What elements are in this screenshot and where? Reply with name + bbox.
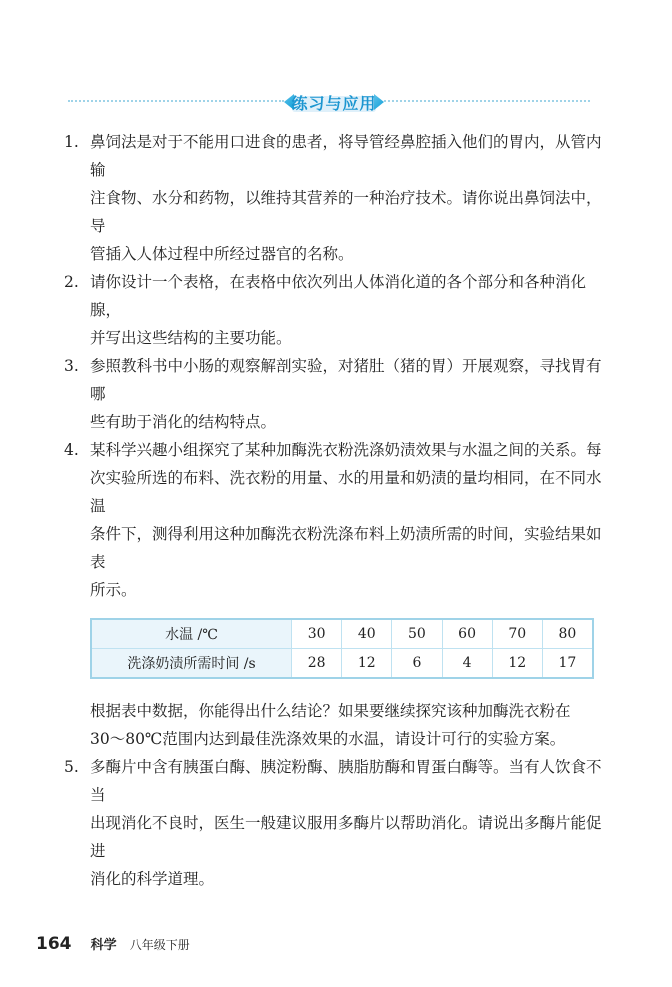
question-number: 3. xyxy=(64,357,79,375)
question-line: 些有助于消化的结构特点。 xyxy=(90,413,277,431)
row-header-temperature: 水温 /℃ xyxy=(91,619,292,649)
table-cell: 70 xyxy=(492,619,542,649)
question-line: 次实验所选的布料、洗衣粉的用量、水的用量和奶渍的量均相同，在不同水温 xyxy=(90,469,602,515)
question-3 xyxy=(64,352,604,436)
section-header xyxy=(0,70,672,113)
question-4 xyxy=(64,436,604,604)
question-line: 消化的科学道理。 xyxy=(90,870,215,888)
question-line: 根据表中数据，你能得出什么结论？如果要继续探究该种加酶洗衣粉在 xyxy=(90,702,571,720)
table-cell: 50 xyxy=(392,619,442,649)
question-line: 出现消化不良时，医生一般建议服用多酶片以帮助消化。请说出多酶片能促进 xyxy=(90,814,602,860)
table-cell: 4 xyxy=(442,649,492,679)
question-line: 管插入人体过程中所经过器官的名称。 xyxy=(90,245,354,263)
question-line: 注食物、水分和药物，以维持其营养的一种治疗技术。请你说出鼻饲法中，导 xyxy=(90,189,602,235)
table-cell: 80 xyxy=(542,619,593,649)
table-cell: 12 xyxy=(492,649,542,679)
question-line: 鼻饲法是对于不能用口进食的患者，将导管经鼻腔插入他们的胃内，从管内输 xyxy=(90,133,602,179)
section-title-tag xyxy=(284,90,384,114)
question-number: 1. xyxy=(64,133,79,151)
header-dotted-rule-right xyxy=(384,100,590,102)
question-number: 2. xyxy=(64,273,79,291)
exercise-list xyxy=(64,128,604,893)
question-4-followup xyxy=(64,697,604,753)
table-cell: 6 xyxy=(392,649,442,679)
question-1 xyxy=(64,128,604,268)
question-line: 30～80℃范围内达到最佳洗涤效果的水温，请设计可行的实验方案。 xyxy=(90,730,566,748)
question-line: 并写出这些结构的主要功能。 xyxy=(90,329,292,347)
question-5 xyxy=(64,753,604,893)
page-footer xyxy=(36,934,190,954)
section-title: 练习与应用 xyxy=(291,94,377,113)
grade-label: 八年级下册 xyxy=(129,938,190,952)
table-cell: 28 xyxy=(292,649,342,679)
question-line: 参照教科书中小肠的观察解剖实验，对猪肚（猪的胃）开展观察，寻找胃有哪 xyxy=(90,357,602,403)
question-line: 多酶片中含有胰蛋白酶、胰淀粉酶、胰脂肪酶和胃蛋白酶等。当有人饮食不当 xyxy=(90,758,602,804)
question-line: 所示。 xyxy=(90,581,137,599)
table-cell: 60 xyxy=(442,619,492,649)
page-number: 164 xyxy=(36,934,72,954)
question-number: 4. xyxy=(64,441,79,459)
row-header-wash-time: 洗涤奶渍所需时间 /s xyxy=(91,649,292,679)
table-cell: 12 xyxy=(342,649,392,679)
question-line: 请你设计一个表格，在表格中依次列出人体消化道的各个部分和各种消化腺， xyxy=(90,273,587,319)
question-number: 5. xyxy=(64,758,79,776)
temperature-time-table xyxy=(90,618,594,679)
data-table-wrapper xyxy=(90,618,604,679)
question-line: 某科学兴趣小组探究了某种加酶洗衣粉洗涤奶渍效果与水温之间的关系。每 xyxy=(90,441,602,459)
subject-label: 科学 xyxy=(90,938,117,953)
header-dotted-rule-left xyxy=(68,100,284,102)
question-line: 条件下，测得利用这种加酶洗衣粉洗涤布料上奶渍所需的时间，实验结果如表 xyxy=(90,525,602,571)
table-row xyxy=(91,649,593,679)
table-cell: 40 xyxy=(342,619,392,649)
table-cell: 17 xyxy=(542,649,593,679)
table-row xyxy=(91,619,593,649)
table-cell: 30 xyxy=(292,619,342,649)
question-2 xyxy=(64,268,604,352)
